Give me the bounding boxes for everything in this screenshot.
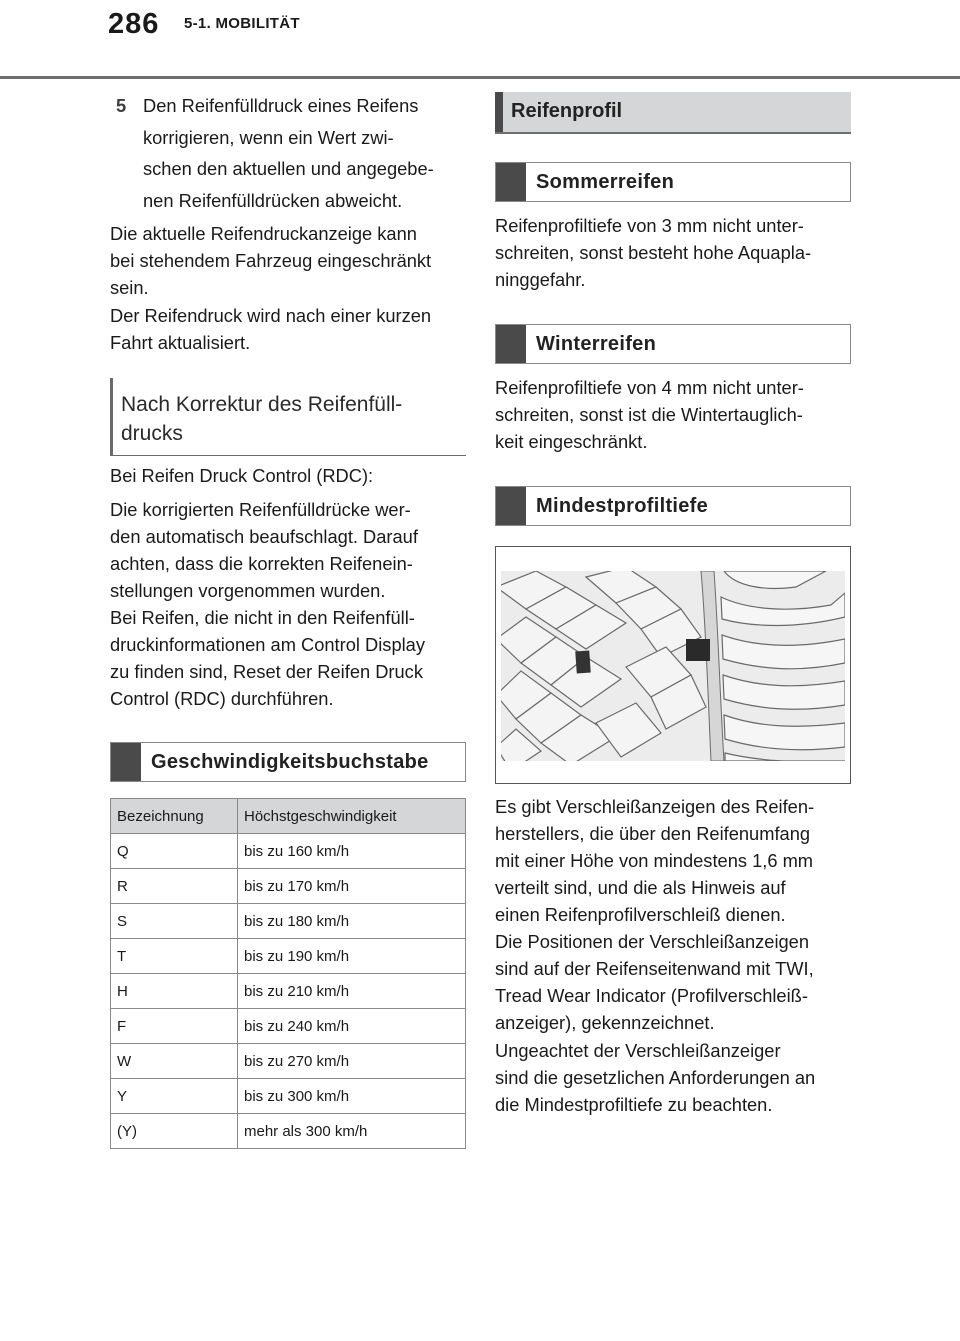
text-line: Reifenprofiltiefe von 3 mm nicht unter- [495,215,804,236]
table-cell: W [111,1044,238,1079]
subheading-line: drucks [121,422,183,445]
summer-tires-heading [495,162,851,202]
text-line: mit einer Höhe von mindestens 1,6 mm [495,850,814,871]
winter-tires-heading [495,324,851,364]
paragraph-summer [495,212,851,293]
paragraph-corrected-pressures [110,496,466,604]
table-cell: mehr als 300 km/h [238,1114,466,1149]
speed-rating-table [110,798,466,1149]
table-cell: bis zu 210 km/h [238,974,466,1009]
text-line: sind die gesetzlichen Anforderungen an [495,1067,816,1088]
heading-label: Mindestprofiltiefe [536,495,709,517]
step-5 [116,90,466,216]
text-line: Reifenprofiltiefe von 4 mm nicht unter- [495,377,804,398]
step-line: nen Reifenfülldrücken abweicht. [143,189,403,211]
text-line: Bei Reifen, die nicht in den Reifenfüll- [110,607,415,628]
table-row [111,1079,466,1114]
step-line: Den Reifenfülldruck eines Reifens [143,95,419,116]
text-line: anzeiger), gekennzeichnet. [495,1012,715,1033]
text-line: den automatisch beaufschlagt. Darauf [110,526,418,547]
step-text [143,90,466,216]
table-header-row [111,799,466,834]
table-row [111,1009,466,1044]
paragraph-reset-rdc [110,604,466,712]
table-cell: Y [111,1079,238,1114]
heading-label: Sommerreifen [536,171,675,193]
table-row [111,834,466,869]
text-line: Bei Reifen Druck Control (RDC): [110,465,374,486]
text-line: Ungeachtet der Verschleißanzeiger [495,1040,781,1061]
paragraph-legal [495,1037,851,1118]
text-line: Die Positionen der Verschleißanzeigen [495,931,810,952]
text-line: stellungen vorgenommen wurden. [110,580,386,601]
table-header: Höchstgeschwindigkeit [238,799,466,834]
text-line: Tread Wear Indicator (Profilverschleiß- [495,985,808,1006]
paragraph-winter [495,374,851,455]
heading-bar [495,92,503,132]
text-line: schreiten, sonst ist die Wintertauglich- [495,404,803,425]
page-number: 286 [108,8,160,40]
text-line: Der Reifendruck wird nach einer kurzen [110,305,432,326]
paragraph-pressure-update [110,302,466,356]
heading-label: Geschwindigkeitsbuchstabe [151,751,429,773]
step-line: schen den aktuellen und angegebe- [143,158,434,179]
table-cell: bis zu 300 km/h [238,1079,466,1114]
header-rule [0,76,960,79]
text-line: Die aktuelle Reifendruckanzeige kann [110,223,417,244]
paragraph-display-limited [110,220,466,301]
tire-tread-figure [495,546,851,784]
table-cell: Q [111,834,238,869]
table-cell: bis zu 160 km/h [238,834,466,869]
table-cell: R [111,869,238,904]
paragraph-wear-indicators [495,793,851,928]
table-cell: bis zu 170 km/h [238,869,466,904]
table-row [111,869,466,904]
table-cell: S [111,904,238,939]
section-title: Reifenprofil [511,100,623,122]
table-cell: bis zu 180 km/h [238,904,466,939]
text-line: die Mindestprofiltiefe zu beachten. [495,1094,773,1115]
text-line: ninggefahr. [495,269,586,290]
text-line: Die korrigierten Reifenfülldrücke wer- [110,499,411,520]
text-line: schreiten, sonst besteht hohe Aquapla- [495,242,812,263]
text-line: verteilt sind, und die als Hinweis auf [495,877,786,898]
chapter-title: 5-1. MOBILITÄT [184,15,300,32]
table-cell: F [111,1009,238,1044]
table-cell: H [111,974,238,1009]
heading-bar [496,487,526,525]
subheading-after-correction [110,378,466,456]
section-heading-reifenprofil [495,92,851,134]
subheading-line: Nach Korrektur des Reifenfüll- [121,393,403,416]
text-line: Control (RDC) durchführen. [110,688,334,709]
table-row [111,904,466,939]
table-header: Bezeichnung [111,799,238,834]
speed-rating-heading [110,742,466,782]
table-cell: (Y) [111,1114,238,1149]
subheading-text [121,390,402,448]
text-line: druckinformationen am Control Display [110,634,425,655]
paragraph-rdc [110,462,466,489]
tire-tread-illustration [496,547,850,783]
heading-bar [111,743,141,781]
heading-label: Winterreifen [536,333,657,355]
table-cell: bis zu 270 km/h [238,1044,466,1079]
paragraph-twi [495,928,851,1036]
step-number: 5 [116,95,127,116]
table-cell: bis zu 190 km/h [238,939,466,974]
step-line: korrigieren, wenn ein Wert zwi- [143,126,394,148]
text-line: einen Reifenprofilverschleiß dienen. [495,904,786,925]
text-line: achten, dass die korrekten Reifenein- [110,553,413,574]
text-line: herstellers, die über den Reifenumfang [495,823,811,844]
table-cell: bis zu 240 km/h [238,1009,466,1044]
table-row [111,939,466,974]
text-line: bei stehendem Fahrzeug eingeschränkt [110,250,432,271]
heading-bar [496,163,526,201]
text-line: sind auf der Reifenseitenwand mit TWI, [495,958,814,979]
table-cell: T [111,939,238,974]
min-tread-heading [495,486,851,526]
text-line: sein. [110,277,149,298]
text-line: Fahrt aktualisiert. [110,332,251,353]
table-row [111,1114,466,1149]
text-line: Es gibt Verschleißanzeigen des Reifen- [495,796,815,817]
text-line: keit eingeschränkt. [495,431,648,452]
text-line: zu finden sind, Reset der Reifen Druck [110,661,423,682]
table-row [111,974,466,1009]
table-row [111,1044,466,1079]
heading-bar [496,325,526,363]
